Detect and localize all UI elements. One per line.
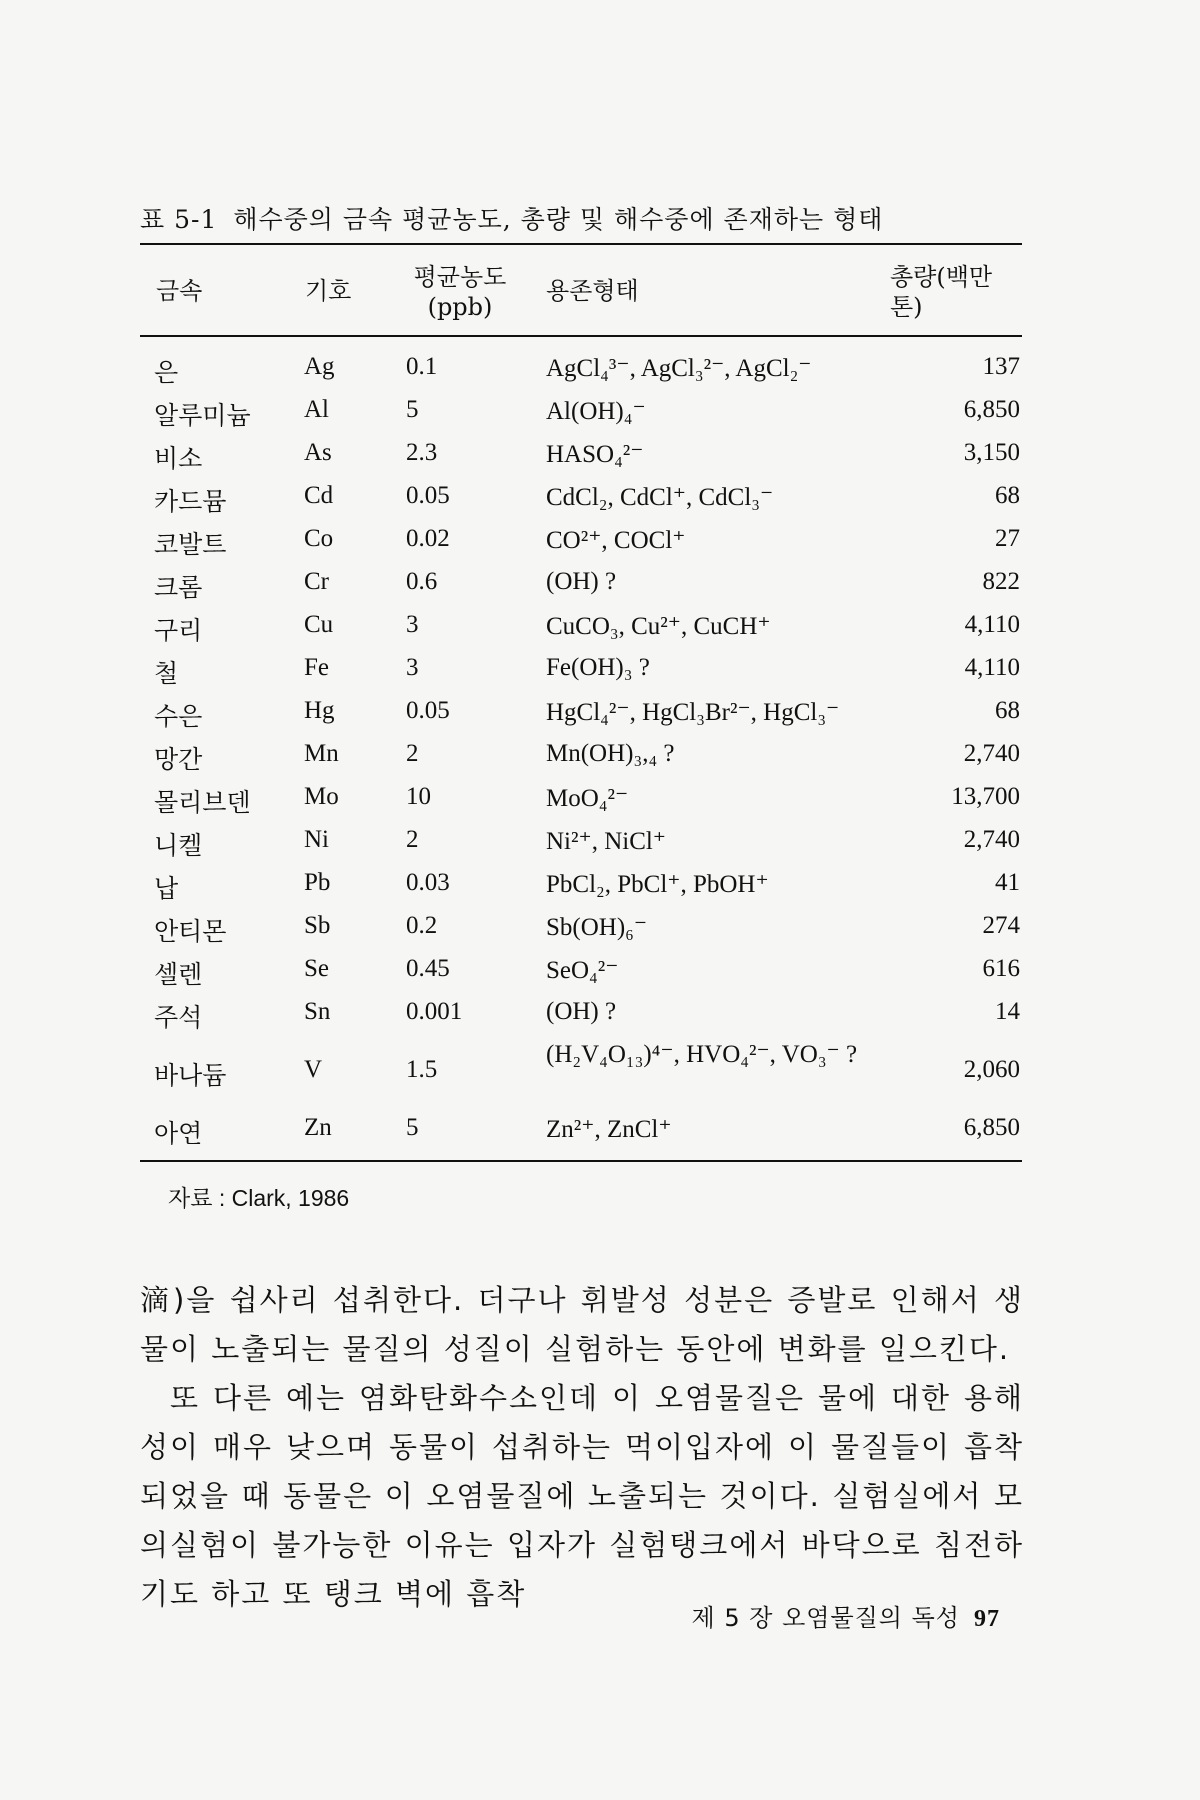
table-row (140, 518, 1022, 561)
total-amount: 13,700 (951, 783, 1020, 810)
metal-name: 은 (154, 358, 179, 387)
metal-symbol: Se (304, 955, 329, 982)
table-top-rule (140, 243, 1022, 245)
metal-name: 수은 (154, 702, 203, 731)
total-amount: 6,850 (963, 1114, 1020, 1141)
concentration-value: 0.2 (406, 912, 438, 939)
metal-symbol: Sb (304, 912, 331, 939)
metal-symbol: Ag (304, 353, 335, 380)
table-row (140, 604, 1022, 647)
table-title: 해수중의 금속 평균농도, 총량 및 해수중에 존재하는 형태 (233, 205, 884, 234)
table-row (140, 733, 1022, 776)
total-amount: 6,850 (963, 396, 1020, 423)
metal-name: 알루미늄 (154, 401, 251, 430)
header-total-line2: 톤) (890, 293, 923, 321)
concentration-value: 0.03 (406, 869, 450, 896)
table-row (140, 776, 1022, 819)
metal-name: 셀렌 (154, 960, 203, 989)
metal-symbol: Fe (304, 654, 329, 681)
metal-symbol: Co (304, 525, 334, 552)
header-concentration-line1: 평균농도 (413, 263, 507, 291)
concentration-value: 2 (406, 826, 419, 853)
metal-name: 구리 (154, 616, 203, 645)
concentration-value: 2.3 (406, 439, 438, 466)
concentration-value: 3 (406, 654, 419, 681)
dissolved-form: (OH) ? (546, 568, 617, 595)
metal-name: 니켈 (154, 831, 203, 860)
dissolved-form: PbCl₂, PbCl⁺, PbOH⁺ (546, 871, 769, 898)
metal-name: 아연 (154, 1119, 203, 1148)
table-row (140, 991, 1022, 1034)
metal-symbol: Zn (304, 1114, 332, 1141)
total-amount: 2,060 (963, 1056, 1020, 1083)
header-total-line1: 총량(백만 (890, 263, 993, 291)
metal-symbol: As (304, 439, 332, 466)
table-row (140, 561, 1022, 604)
dissolved-form: Ni²⁺, NiCl⁺ (546, 828, 667, 855)
concentration-value: 10 (406, 783, 431, 810)
table-body (140, 346, 1022, 1150)
table-row (140, 432, 1022, 475)
table-row (140, 389, 1022, 432)
header-form: 용존형태 (546, 277, 639, 305)
total-amount: 2,740 (963, 826, 1020, 853)
concentration-value: 3 (406, 611, 419, 638)
total-amount: 27 (995, 525, 1020, 552)
table-row (140, 1034, 1022, 1107)
table-row (140, 905, 1022, 948)
metal-name: 몰리브덴 (154, 788, 251, 817)
concentration-value: 0.02 (406, 525, 450, 552)
header-concentration (405, 262, 515, 322)
header-concentration-line2: (ppb) (427, 293, 493, 321)
dissolved-form: AgCl₄³⁻, AgCl₃²⁻, AgCl₂⁻ (546, 355, 812, 382)
table-number: 표 5-1 (140, 205, 218, 234)
dissolved-form: SeO₄²⁻ (546, 957, 619, 984)
table-bottom-rule (140, 1160, 1022, 1162)
concentration-value: 5 (406, 1114, 419, 1141)
concentration-value: 0.1 (406, 353, 438, 380)
concentration-value: 1.5 (406, 1056, 438, 1083)
table-caption (140, 200, 883, 236)
total-amount: 822 (982, 568, 1020, 595)
metal-name: 철 (154, 659, 179, 688)
table-row (140, 475, 1022, 518)
total-amount: 616 (982, 955, 1020, 982)
metal-symbol: Sn (304, 998, 331, 1025)
metal-name: 비소 (154, 444, 203, 473)
dissolved-form: Sb(OH)₆⁻ (546, 914, 648, 941)
metal-name: 주석 (154, 1003, 203, 1032)
table-row (140, 647, 1022, 690)
concentration-value: 0.6 (406, 568, 438, 595)
dissolved-form: CO²⁺, COCl⁺ (546, 527, 686, 554)
body-text (140, 1276, 1024, 1619)
dissolved-form: (OH) ? (546, 998, 617, 1025)
metal-symbol: Mn (304, 740, 339, 767)
total-amount: 14 (995, 998, 1020, 1025)
table-row (140, 819, 1022, 862)
metal-symbol: Pb (304, 869, 331, 896)
metal-name: 크롬 (154, 573, 203, 602)
chapter-title: 제 5 장 오염물질의 독성 (691, 1604, 960, 1632)
metal-name: 카드뮴 (154, 487, 227, 516)
metal-name: 바나듐 (154, 1061, 227, 1090)
concentration-value: 0.05 (406, 697, 450, 724)
concentration-value: 0.05 (406, 482, 450, 509)
dissolved-form: Fe(OH)₃ ? (546, 654, 650, 681)
dissolved-form: CdCl₂, CdCl⁺, CdCl₃⁻ (546, 484, 774, 511)
metal-name: 안티몬 (154, 917, 227, 946)
page-number: 97 (974, 1606, 1000, 1632)
header-total (890, 262, 1020, 322)
dissolved-form: Mn(OH)₃,₄ ? (546, 740, 675, 767)
metal-symbol: Cd (304, 482, 334, 509)
header-metal: 금속 (156, 277, 203, 305)
page-footer (692, 1598, 1000, 1633)
dissolved-form: (H₂V₄O₁₃)⁴⁻, HVO₄²⁻, VO₃⁻ ? (546, 1041, 858, 1068)
metal-symbol: Cr (304, 568, 329, 595)
total-amount: 274 (982, 912, 1020, 939)
table-row (140, 862, 1022, 905)
metal-symbol: Ni (304, 826, 329, 853)
metal-symbol: Hg (304, 697, 335, 724)
total-amount: 3,150 (963, 439, 1020, 466)
total-amount: 4,110 (964, 654, 1020, 681)
metal-name: 코발트 (154, 530, 227, 559)
paragraph: 또 다른 예는 염화탄화수소인데 이 오염물질은 물에 대한 용해성이 매우 낮으며 동물이 섭취하는 먹이입자에 이 물질들이 흡착되었을 때 동물은 이 오염물질에 노출되는 것이다. 실험실에서 모의실험이 불가능한 이유는 입자가 실험탱크에서 바닥으로 침전하기도 하고 또 탱크 벽에 흡착 (140, 1381, 1024, 1611)
concentration-value: 5 (406, 396, 419, 423)
metal-name: 망간 (154, 745, 203, 774)
dissolved-form: HgCl₄²⁻, HgCl₃Br²⁻, HgCl₃⁻ (546, 699, 840, 726)
metal-symbol: Mo (304, 783, 339, 810)
table-source: 자료 : Clark, 1986 (168, 1185, 350, 1211)
concentration-value: 2 (406, 740, 419, 767)
metal-symbol: Al (304, 396, 329, 423)
header-symbol: 기호 (305, 277, 352, 305)
table-row (140, 948, 1022, 991)
dissolved-form: Al(OH)₄⁻ (546, 398, 646, 425)
total-amount: 137 (982, 353, 1020, 380)
paragraph: 滴)을 쉽사리 섭취한다. 더구나 휘발성 성분은 증발로 인해서 생물이 노출되는 물질의 성질이 실험하는 동안에 변화를 일으킨다. (140, 1283, 1024, 1366)
metal-name: 납 (154, 874, 179, 903)
total-amount: 41 (995, 869, 1020, 896)
table-header-rule (140, 335, 1022, 337)
total-amount: 68 (995, 697, 1020, 724)
total-amount: 4,110 (964, 611, 1020, 638)
dissolved-form: CuCO₃, Cu²⁺, CuCH⁺ (546, 613, 771, 640)
total-amount: 68 (995, 482, 1020, 509)
concentration-value: 0.001 (406, 998, 463, 1025)
dissolved-form: HASO₄²⁻ (546, 441, 644, 468)
table-row (140, 690, 1022, 733)
table-row (140, 1107, 1022, 1150)
total-amount: 2,740 (963, 740, 1020, 767)
metal-symbol: V (304, 1056, 323, 1083)
metal-symbol: Cu (304, 611, 334, 638)
table-row (140, 346, 1022, 389)
dissolved-form: MoO₄²⁻ (546, 785, 629, 812)
concentration-value: 0.45 (406, 955, 450, 982)
dissolved-form: Zn²⁺, ZnCl⁺ (546, 1116, 672, 1143)
